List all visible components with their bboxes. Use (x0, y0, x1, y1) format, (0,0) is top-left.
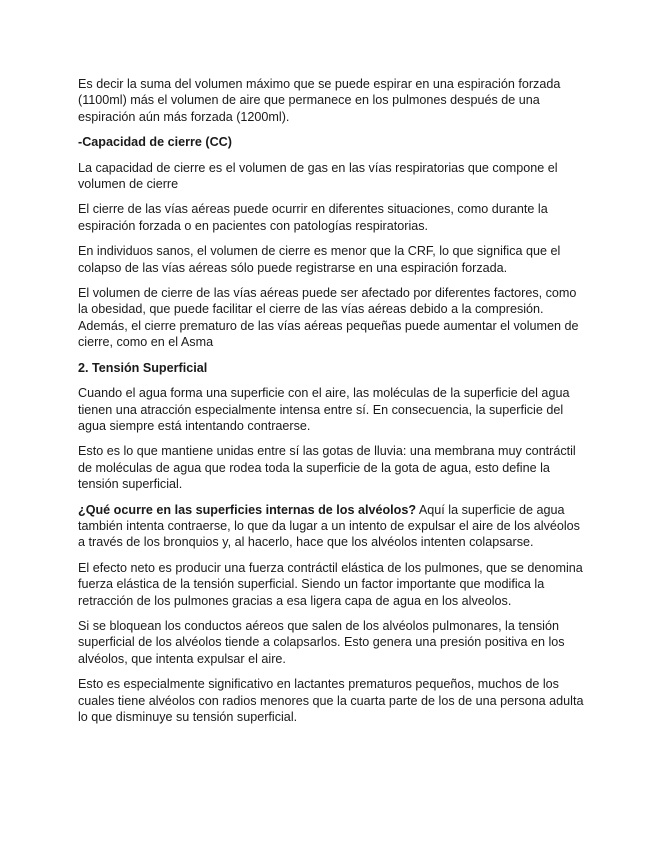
paragraph-lactantes-prematuros: Esto es especialmente significativo en lactantes prematuros pequeños, muchos de los cuales tiene alvéolos con radios menores que la cuarta parte de los de una persona adulta lo que disminuye su tensión superficial. (78, 677, 584, 724)
question-answer: Aquí la superficie de agua también intenta contraerse, lo que da lugar a un intento de expulsar el aire de los alvéolos a través de los bronquios y, al hacerlo, hace que los alvéolos intenten colapsarse. (78, 502, 580, 550)
paragraph-cc-definition: La capacidad de cierre es el volumen de gas en las vías respiratorias que compone el volumen de cierre (78, 160, 558, 192)
document-page (78, 76, 588, 734)
paragraph-crf-definition: Es decir la suma del volumen máximo que se puede espirar en una espiración forzada (1100ml) más el volumen de aire que permanece en los pulmones después de una espiración aún más forzada (1200ml). (78, 77, 561, 124)
paragraph-agua-superficie: Cuando el agua forma una superficie con el aire, las moléculas de la superficie del agua tienen una atracción especialmente intensa entre sí. En consecuencia, la superficie del agua siempre está intentando contraerse. (78, 386, 570, 433)
question-bold: ¿Qué ocurre en las superficies internas de los alvéolos? (78, 502, 417, 517)
paragraph-superficies-alveolos (78, 502, 588, 551)
paragraph-efecto-neto: El efecto neto es producir una fuerza contráctil elástica de los pulmones, que se denomina fuerza elástica de la tensión superficial. Siendo un factor importante que modifica la retracción de los pulmones gracias a esa ligera capa de agua en los alveolos. (78, 560, 583, 608)
paragraph-conductos-bloqueados: Si se bloquean los conductos aéreos que salen de los alvéolos pulmonares, la tensión superficial de los alvéolos tiende a colapsarlos. Esto genera una presión positiva en los alvéolos, que intenta expulsar el aire. (78, 618, 565, 666)
heading-tension-superficial: 2. Tensión Superficial (78, 360, 208, 375)
paragraph-individuos-sanos: En individuos sanos, el volumen de cierre es menor que la CRF, lo que significa que el colapso de las vías aéreas sólo puede registrarse en una espiración forzada. (78, 244, 561, 275)
paragraph-cierre-situaciones: El cierre de las vías aéreas puede ocurrir en diferentes situaciones, como durante la espiración forzada o en pacientes con patologías respiratorias. (78, 202, 548, 233)
paragraph-gotas-lluvia: Esto es lo que mantiene unidas entre sí las gotas de lluvia: una membrana muy contráctil de moléculas de agua que rodea toda la superficie de la gota de agua, esto define la tensión superficial. (78, 444, 576, 492)
paragraph-factores-cierre: El volumen de cierre de las vías aéreas puede ser afectado por diferentes factores, como la obesidad, que puede facilitar el cierre de las vías aéreas debido a la compresión. Además, el cierre prematuro de las vías aéreas pequeñas puede aumentar el volumen de cierre, como en el Asma (78, 286, 579, 350)
heading-capacidad-de-cierre: -Capacidad de cierre (CC) (78, 135, 232, 150)
